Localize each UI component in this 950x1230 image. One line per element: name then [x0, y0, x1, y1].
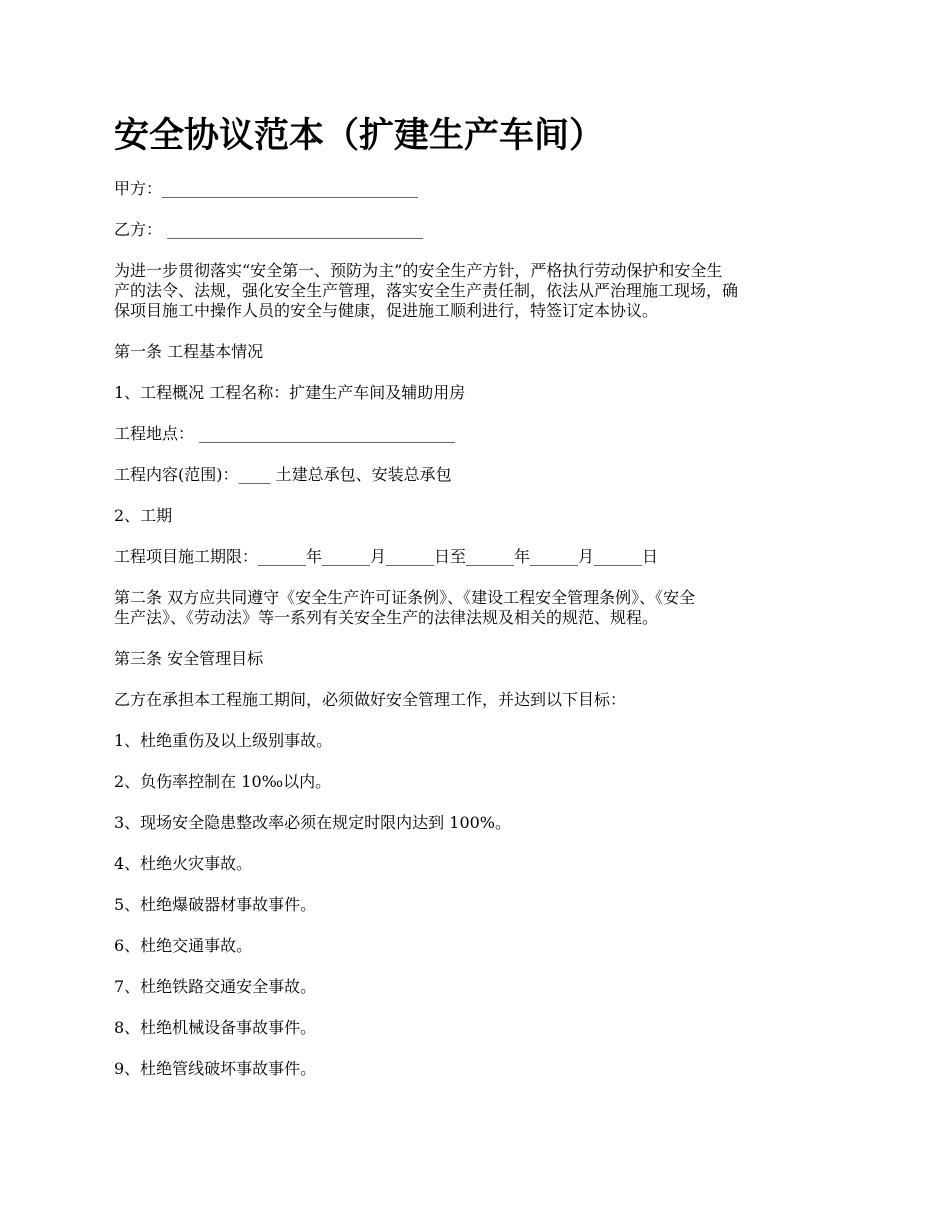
goal-item: 7、杜绝铁路交通安全事故。 — [114, 977, 317, 996]
goal-item: 8、杜绝机械设备事故事件。 — [114, 1018, 317, 1037]
goal-item: 1、杜绝重伤及以上级别事故。 — [114, 731, 333, 750]
goal-item: 6、杜绝交通事故。 — [114, 936, 253, 955]
project-scope: 工程内容(范围)：____ 土建总承包、安装总承包 — [114, 465, 452, 484]
document-page — [114, 112, 840, 1100]
article-1-heading: 第一条 工程基本情况 — [114, 342, 264, 361]
party-a-line: 甲方：________________________________ — [114, 179, 419, 198]
goal-item: 4、杜绝火灾事故。 — [114, 854, 253, 873]
duration-heading: 2、工期 — [114, 506, 173, 525]
document-title: 安全协议范本（扩建生产车间） — [114, 115, 605, 156]
goal-item: 9、杜绝管线破坏事故事件。 — [114, 1059, 317, 1078]
goal-item: 5、杜绝爆破器材事故事件。 — [114, 895, 317, 914]
project-location: 工程地点： ________________________________ — [114, 424, 456, 443]
article-3-intro: 乙方在承担本工程施工期间，必须做好安全管理工作，并达到以下目标： — [114, 690, 627, 709]
intro-paragraph — [114, 261, 840, 321]
article-2-paragraph — [114, 588, 840, 628]
intro-line: 为进一步贯彻落实“安全第一、预防为主”的安全生产方针，严格执行劳动保护和安全生 — [114, 261, 723, 280]
article-2-line: 第二条 双方应共同遵守《安全生产许可证条例》、《建设工程安全管理条例》、《安全 — [114, 588, 696, 607]
goal-item: 2、负伤率控制在 10‰以内。 — [114, 772, 332, 791]
article-3-heading: 第三条 安全管理目标 — [114, 649, 264, 668]
intro-line: 产的法令、法规，强化安全生产管理，落实安全生产责任制，依法从严治理施工现场，确 — [114, 281, 739, 300]
project-overview: 1、工程概况 工程名称：扩建生产车间及辅助用房 — [114, 383, 466, 402]
goal-item: 3、现场安全隐患整改率必须在规定时限内达到 100%。 — [114, 813, 512, 832]
intro-line: 保项目施工中操作人员的安全与健康，促进施工顺利进行，特签订定本协议。 — [114, 301, 659, 320]
article-2-line: 生产法》、《劳动法》等一系列有关安全生产的法律法规及相关的规范、规程。 — [114, 608, 659, 627]
party-b-line: 乙方： ________________________________ — [114, 220, 424, 239]
duration-line: 工程项目施工期限：______年______月______日至______年______月______日 — [114, 547, 659, 566]
